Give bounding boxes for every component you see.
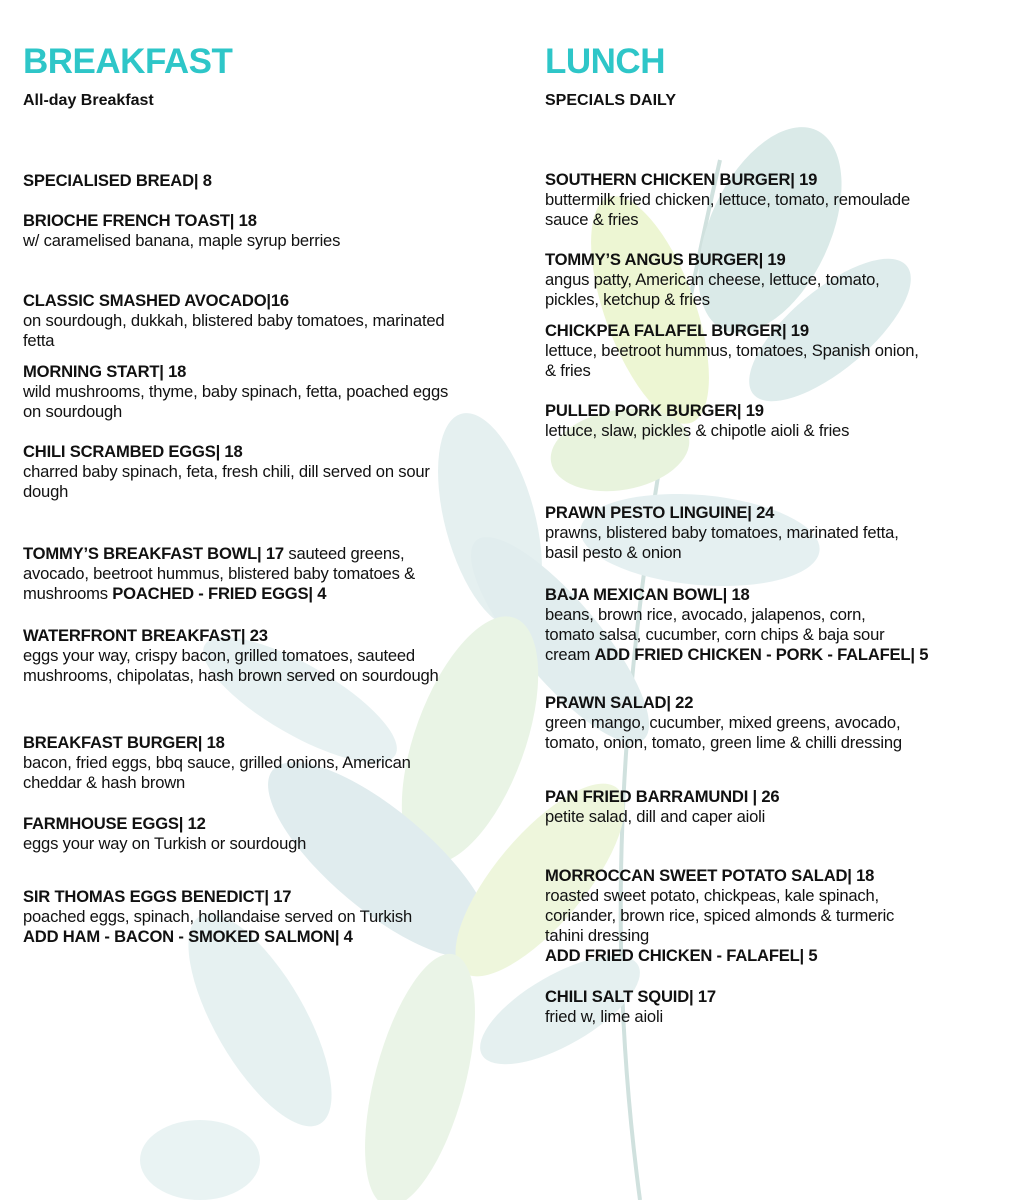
menu-item-line xyxy=(545,926,894,946)
menu-item-line xyxy=(545,906,894,926)
menu-item-description: prawns, blistered baby tomatoes, marinated fetta, xyxy=(545,523,899,542)
menu-item-line xyxy=(23,231,340,251)
menu-item-line xyxy=(23,311,444,331)
menu-item xyxy=(23,544,415,604)
menu-item xyxy=(545,401,849,441)
menu-item-line xyxy=(545,987,716,1007)
lunch-subtitle: SPECIALS DAILY xyxy=(545,92,676,109)
menu-item-name: ADD FRIED CHICKEN - PORK - FALAFEL| 5 xyxy=(594,645,929,664)
menu-item-line xyxy=(23,564,415,584)
menu-item-line xyxy=(23,626,439,646)
menu-item-line xyxy=(545,421,849,441)
menu-item-line xyxy=(545,190,910,210)
menu-item xyxy=(545,503,899,563)
menu-item-line xyxy=(23,544,415,564)
menu-item-line xyxy=(545,585,928,605)
menu-item-name: SIR THOMAS EGGS BENEDICT| 17 xyxy=(23,887,292,906)
menu-item-name: SOUTHERN CHICKEN BURGER| 19 xyxy=(545,170,818,189)
menu-item xyxy=(545,866,894,966)
menu-item-name: FARMHOUSE EGGS| 12 xyxy=(23,814,206,833)
menu-item-line xyxy=(545,523,899,543)
menu-item-description: sauce & fries xyxy=(545,210,639,229)
menu-item-name: PULLED PORK BURGER| 19 xyxy=(545,401,764,420)
menu-item-name: MORNING START| 18 xyxy=(23,362,187,381)
menu-item-line xyxy=(545,341,919,361)
menu-item-line xyxy=(545,503,899,523)
menu-item-name: ADD FRIED CHICKEN - FALAFEL| 5 xyxy=(545,946,818,965)
menu-item-description: fetta xyxy=(23,331,55,350)
menu-item-name: PAN FRIED BARRAMUNDI | 26 xyxy=(545,787,780,806)
menu-item-name: MORROCCAN SWEET POTATO SALAD| 18 xyxy=(545,866,875,885)
menu-item-name: TOMMY’S BREAKFAST BOWL| 17 xyxy=(23,544,284,563)
menu-item-description: avocado, beetroot hummus, blistered baby tomatoes & xyxy=(23,564,415,583)
menu-item-line xyxy=(23,482,430,502)
menu-item-line xyxy=(23,733,411,753)
menu-item-description: lettuce, beetroot hummus, tomatoes, Spanish onion, xyxy=(545,341,919,360)
menu-item-line xyxy=(545,713,902,733)
menu-item-line xyxy=(23,646,439,666)
menu-item-line xyxy=(23,907,412,927)
menu-item-description: dough xyxy=(23,482,69,501)
menu-item-line xyxy=(23,171,212,191)
menu-item-line xyxy=(545,866,894,886)
menu-item-name: BREAKFAST BURGER| 18 xyxy=(23,733,225,752)
menu-item-description: eggs your way on Turkish or sourdough xyxy=(23,834,307,853)
menu-item-line xyxy=(545,401,849,421)
lunch-title: LUNCH xyxy=(545,42,665,81)
menu-item-line xyxy=(545,787,779,807)
menu-item xyxy=(545,987,716,1027)
menu-item xyxy=(23,291,444,351)
menu-item-line xyxy=(23,887,412,907)
menu-item-line xyxy=(545,625,928,645)
menu-item-line xyxy=(545,270,880,290)
menu-item xyxy=(545,170,910,230)
menu-item-name: PRAWN SALAD| 22 xyxy=(545,693,694,712)
menu-item xyxy=(545,321,919,381)
menu-item-line xyxy=(23,331,444,351)
menu-item-description: on sourdough, dukkah, blistered baby tomatoes, marinated xyxy=(23,311,445,330)
menu-item-name: CHICKPEA FALAFEL BURGER| 19 xyxy=(545,321,809,340)
menu-item xyxy=(23,362,448,422)
menu-item-description: sauteed greens, xyxy=(283,544,405,563)
menu-item-description: tahini dressing xyxy=(545,926,650,945)
menu-item-description: beans, brown rice, avocado, jalapenos, corn, xyxy=(545,605,866,624)
menu-item-description: mushrooms xyxy=(23,584,113,603)
menu-item-name: CHILI SCRAMBED EGGS| 18 xyxy=(23,442,243,461)
menu-item-name: TOMMY’S ANGUS BURGER| 19 xyxy=(545,250,786,269)
menu-item-line xyxy=(545,645,928,665)
menu-item-description: on sourdough xyxy=(23,402,123,421)
menu-item-line xyxy=(23,442,430,462)
menu-item-line xyxy=(23,814,306,834)
menu-item-description: tomato, onion, tomato, green lime & chilli dressing xyxy=(545,733,902,752)
menu-item-line xyxy=(545,250,880,270)
menu-item-line xyxy=(23,291,444,311)
menu-item-description: lettuce, slaw, pickles & chipotle aioli & fries xyxy=(545,421,850,440)
menu-item-line xyxy=(23,834,306,854)
menu-item-description: w/ caramelised banana, maple syrup berries xyxy=(23,231,341,250)
menu-item xyxy=(545,787,779,827)
menu-item-line xyxy=(545,733,902,753)
menu-item-description: green mango, cucumber, mixed greens, avocado, xyxy=(545,713,901,732)
menu-item-description: fried w, lime aioli xyxy=(545,1007,663,1026)
menu-item-description: charred baby spinach, feta, fresh chili, dill served on sour xyxy=(23,462,430,481)
menu-item xyxy=(23,814,306,854)
menu-item-name: BAJA MEXICAN BOWL| 18 xyxy=(545,585,750,604)
menu-item-description: eggs your way, crispy bacon, grilled tomatoes, sauteed xyxy=(23,646,415,665)
menu-item-name: CLASSIC SMASHED AVOCADO|16 xyxy=(23,291,289,310)
menu-item-line xyxy=(545,693,902,713)
menu-item xyxy=(545,693,902,753)
menu-item xyxy=(23,887,412,947)
menu-item xyxy=(23,626,439,686)
menu-item-description: cream xyxy=(545,645,595,664)
menu-item-name: BRIOCHE FRENCH TOAST| 18 xyxy=(23,211,257,230)
menu-item-line xyxy=(545,1007,716,1027)
menu-item-name: SPECIALISED BREAD| 8 xyxy=(23,171,212,190)
menu-item-line xyxy=(545,361,919,381)
menu-item-name: ADD HAM - BACON - SMOKED SALMON| 4 xyxy=(23,927,353,946)
menu-item-name: POACHED - FRIED EGGS| 4 xyxy=(112,584,327,603)
menu-item xyxy=(545,585,928,665)
menu-item-line xyxy=(23,211,340,231)
menu-item-description: mushrooms, chipolatas, hash brown served on sourdough xyxy=(23,666,439,685)
menu-item-line xyxy=(23,402,448,422)
menu-item-line xyxy=(23,666,439,686)
menu-item-name: WATERFRONT BREAKFAST| 23 xyxy=(23,626,268,645)
menu-item-description: pickles, ketchup & fries xyxy=(545,290,710,309)
menu-item-description: bacon, fried eggs, bbq sauce, grilled onions, American xyxy=(23,753,411,772)
menu-item-line xyxy=(23,927,412,947)
menu-item-line xyxy=(23,584,415,604)
menu-item-line xyxy=(545,321,919,341)
menu-item-name: PRAWN PESTO LINGUINE| 24 xyxy=(545,503,775,522)
menu-item-line xyxy=(545,290,880,310)
menu-item xyxy=(23,211,340,251)
breakfast-title: BREAKFAST xyxy=(23,42,233,81)
menu-item-description: buttermilk fried chicken, lettuce, tomato, remoulade xyxy=(545,190,910,209)
menu-item-line xyxy=(545,605,928,625)
menu-item-description: poached eggs, spinach, hollandaise served on Turkish xyxy=(23,907,413,926)
menu-item-line xyxy=(545,543,899,563)
menu-item-description: angus patty, American cheese, lettuce, tomato, xyxy=(545,270,880,289)
menu-item-description: tomato salsa, cucumber, corn chips & baja sour xyxy=(545,625,885,644)
menu-item-description: & fries xyxy=(545,361,591,380)
menu-item-description: coriander, brown rice, spiced almonds & turmeric xyxy=(545,906,895,925)
menu-item-line xyxy=(545,210,910,230)
menu-item-line xyxy=(23,382,448,402)
menu-item-description: wild mushrooms, thyme, baby spinach, fetta, poached eggs xyxy=(23,382,449,401)
menu-item xyxy=(23,733,411,793)
menu-item-description: cheddar & hash brown xyxy=(23,773,186,792)
menu-item-description: petite salad, dill and caper aioli xyxy=(545,807,766,826)
menu-item-line xyxy=(23,462,430,482)
menu-item-line xyxy=(545,946,894,966)
menu-item-line xyxy=(23,753,411,773)
menu-item-description: roasted sweet potato, chickpeas, kale spinach, xyxy=(545,886,879,905)
menu-item-line xyxy=(545,170,910,190)
menu-item xyxy=(23,442,430,502)
menu-item-line xyxy=(23,362,448,382)
menu-item-line xyxy=(23,773,411,793)
menu-item-description: basil pesto & onion xyxy=(545,543,682,562)
menu-item xyxy=(545,250,880,310)
menu-item-line xyxy=(545,886,894,906)
menu-item-line xyxy=(545,807,779,827)
menu-item-name: CHILI SALT SQUID| 17 xyxy=(545,987,716,1006)
breakfast-subtitle: All-day Breakfast xyxy=(23,92,154,109)
menu-item xyxy=(23,171,212,191)
